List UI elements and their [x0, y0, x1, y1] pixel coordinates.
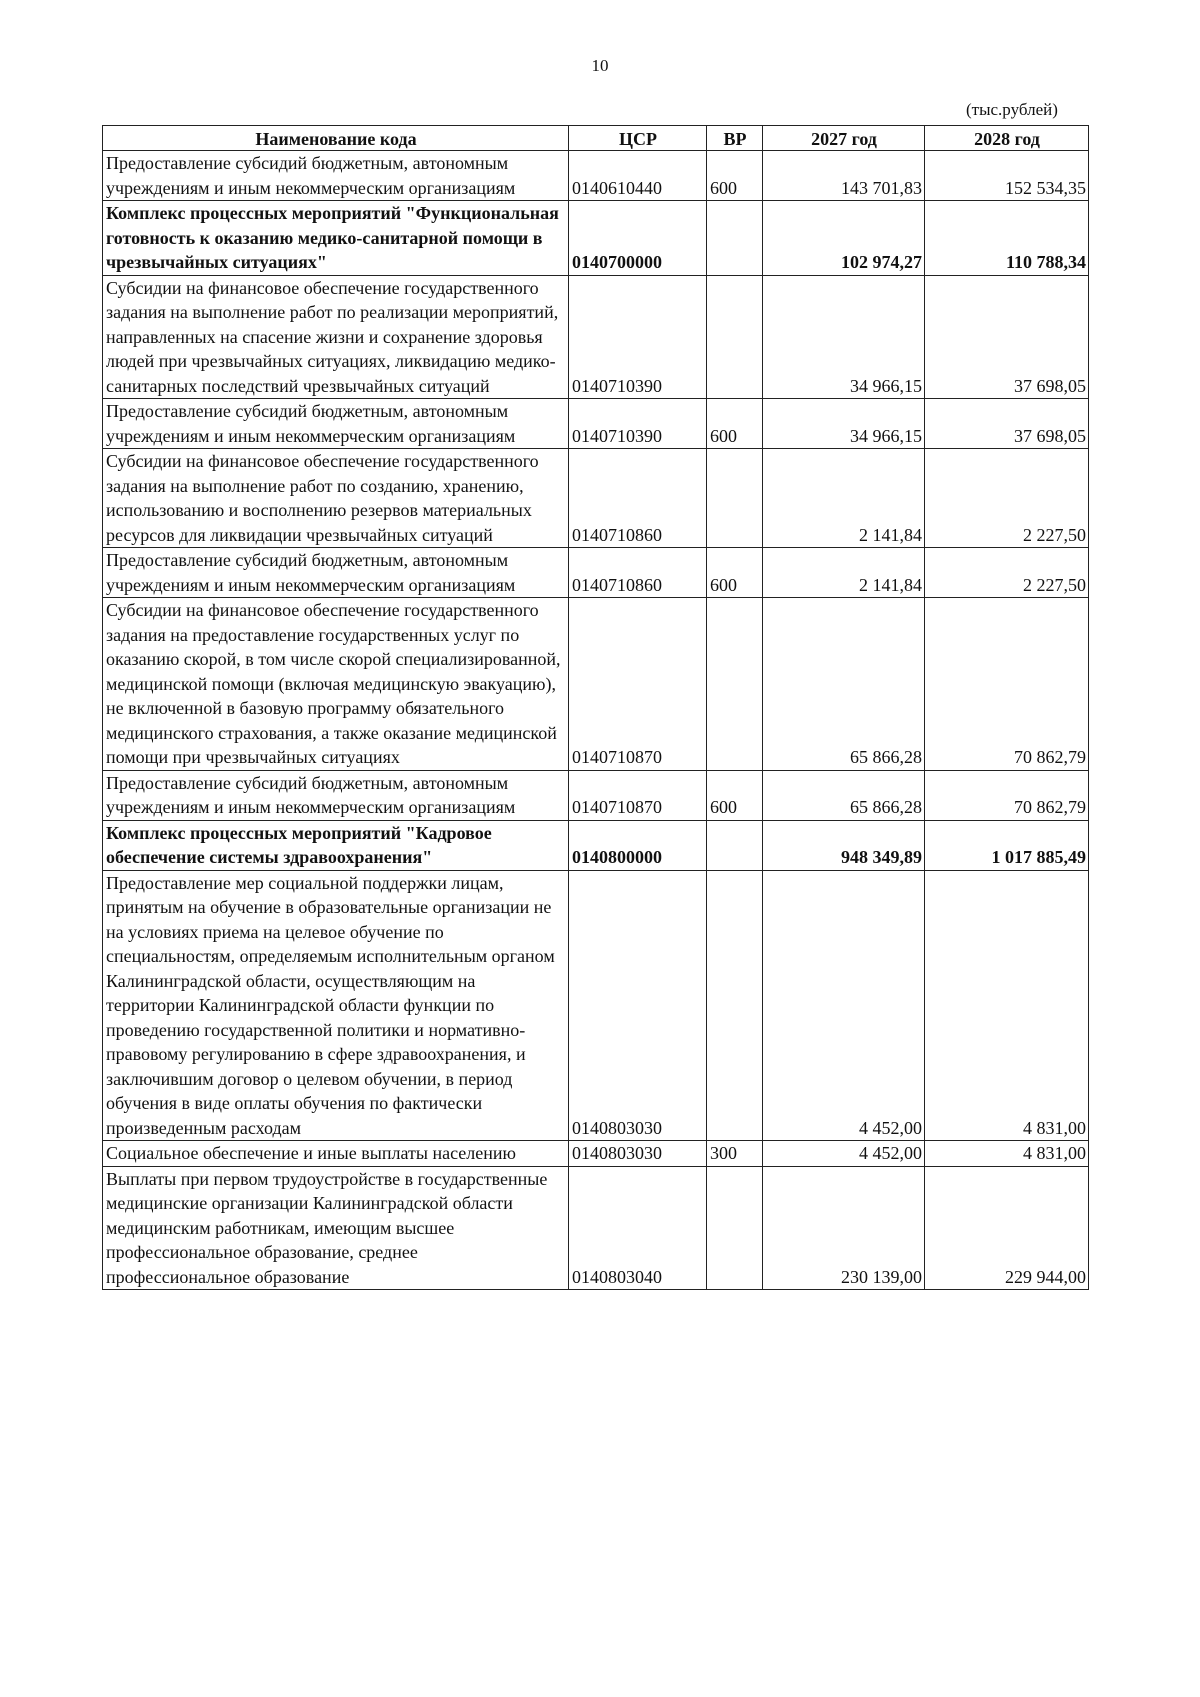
cell-2028: 1 017 885,49 — [925, 820, 1089, 870]
cell-name: Предоставление субсидий бюджетным, автономным учреждениям и иным некоммерческим организациям — [103, 399, 569, 449]
cell-2027: 2 141,84 — [763, 449, 925, 548]
cell-2028: 229 944,00 — [925, 1166, 1089, 1290]
cell-2028: 37 698,05 — [925, 399, 1089, 449]
header-name: Наименование кода — [103, 126, 569, 151]
cell-name: Предоставление субсидий бюджетным, автономным учреждениям и иным некоммерческим организациям — [103, 548, 569, 598]
cell-2028: 4 831,00 — [925, 1141, 1089, 1167]
table-row — [103, 449, 1089, 548]
cell-vr — [707, 275, 763, 399]
cell-2028: 152 534,35 — [925, 151, 1089, 201]
table-row — [103, 1166, 1089, 1290]
table-row — [103, 1141, 1089, 1167]
cell-vr: 600 — [707, 399, 763, 449]
cell-name: Предоставление субсидий бюджетным, автономным учреждениям и иным некоммерческим организациям — [103, 151, 569, 201]
table-header-row — [103, 126, 1089, 151]
cell-2027: 4 452,00 — [763, 870, 925, 1141]
header-2027: 2027 год — [763, 126, 925, 151]
cell-csr: 0140710870 — [569, 598, 707, 771]
cell-2027: 230 139,00 — [763, 1166, 925, 1290]
table-row — [103, 870, 1089, 1141]
cell-2028: 37 698,05 — [925, 275, 1089, 399]
table-body — [103, 151, 1089, 1290]
cell-name: Субсидии на финансовое обеспечение государственного задания на выполнение работ по созданию, хранению, использованию и восполнению резервов материальных ресурсов для ликвидации чрезвычайных ситуаций — [103, 449, 569, 548]
cell-vr: 600 — [707, 548, 763, 598]
cell-2028: 2 227,50 — [925, 548, 1089, 598]
cell-csr: 0140710860 — [569, 449, 707, 548]
cell-vr — [707, 1166, 763, 1290]
cell-vr — [707, 449, 763, 548]
table-row — [103, 548, 1089, 598]
cell-2027: 2 141,84 — [763, 548, 925, 598]
table-row — [103, 598, 1089, 771]
cell-vr — [707, 598, 763, 771]
cell-2028: 70 862,79 — [925, 770, 1089, 820]
cell-2027: 34 966,15 — [763, 399, 925, 449]
cell-name: Предоставление субсидий бюджетным, автономным учреждениям и иным некоммерческим организациям — [103, 770, 569, 820]
units-note: (тыс.рублей) — [966, 100, 1058, 119]
table-row — [103, 151, 1089, 201]
cell-csr: 0140710860 — [569, 548, 707, 598]
cell-2027: 143 701,83 — [763, 151, 925, 201]
table-row — [103, 399, 1089, 449]
cell-csr: 0140710870 — [569, 770, 707, 820]
cell-2027: 65 866,28 — [763, 598, 925, 771]
header-2028: 2028 год — [925, 126, 1089, 151]
cell-2028: 4 831,00 — [925, 870, 1089, 1141]
cell-vr: 600 — [707, 151, 763, 201]
cell-vr: 600 — [707, 770, 763, 820]
cell-name: Социальное обеспечение и иные выплаты населению — [103, 1141, 569, 1167]
header-vr: ВР — [707, 126, 763, 151]
cell-csr: 0140803030 — [569, 870, 707, 1141]
table-row — [103, 770, 1089, 820]
cell-2028: 2 227,50 — [925, 449, 1089, 548]
cell-name: Субсидии на финансовое обеспечение государственного задания на предоставление государственных услуг по оказанию скорой, в том числе скорой специализированной, медицинской помощи (включая медицинскую эвакуацию), не включенной в базовую программу обязательного медицинского страхования, а также оказание медицинской помощи при чрезвычайных ситуациях — [103, 598, 569, 771]
budget-table — [102, 125, 1089, 1290]
cell-name: Субсидии на финансовое обеспечение государственного задания на выполнение работ по реализации мероприятий, направленных на спасение жизни и сохранение здоровья людей при чрезвычайных ситуациях, ликвидацию медико-санитарных последствий чрезвычайных ситуаций — [103, 275, 569, 399]
cell-vr — [707, 870, 763, 1141]
cell-2028: 110 788,34 — [925, 201, 1089, 276]
cell-csr: 0140700000 — [569, 201, 707, 276]
cell-2027: 4 452,00 — [763, 1141, 925, 1167]
cell-vr — [707, 820, 763, 870]
table-row — [103, 820, 1089, 870]
cell-csr: 0140610440 — [569, 151, 707, 201]
cell-2027: 34 966,15 — [763, 275, 925, 399]
table-row — [103, 275, 1089, 399]
cell-2027: 65 866,28 — [763, 770, 925, 820]
cell-vr — [707, 201, 763, 276]
header-csr: ЦСР — [569, 126, 707, 151]
page-number: 10 — [591, 56, 609, 75]
table-row — [103, 201, 1089, 276]
cell-csr: 0140710390 — [569, 399, 707, 449]
cell-2028: 70 862,79 — [925, 598, 1089, 771]
cell-2027: 102 974,27 — [763, 201, 925, 276]
cell-vr: 300 — [707, 1141, 763, 1167]
cell-csr: 0140710390 — [569, 275, 707, 399]
cell-csr: 0140803030 — [569, 1141, 707, 1167]
cell-csr: 0140800000 — [569, 820, 707, 870]
cell-name: Комплекс процессных мероприятий "Функциональная готовность к оказанию медико-санитарной помощи в чрезвычайных ситуациях" — [103, 201, 569, 276]
cell-2027: 948 349,89 — [763, 820, 925, 870]
cell-name: Предоставление мер социальной поддержки лицам, принятым на обучение в образовательные организации не на условиях приема на целевое обучение по специальностям, определяемым исполнительным органом Калининградской области, осуществляющим на территории Калининградской области функции по проведению государственной политики и нормативно-правовому регулированию в сфере здравоохранения, и заключившим договор о целевом обучении, в период обучения в виде оплаты обучения по фактически произведенным расходам — [103, 870, 569, 1141]
cell-csr: 0140803040 — [569, 1166, 707, 1290]
cell-name: Комплекс процессных мероприятий "Кадровое обеспечение системы здравоохранения" — [103, 820, 569, 870]
cell-name: Выплаты при первом трудоустройстве в государственные медицинские организации Калининградской области медицинским работникам, имеющим высшее профессиональное образование, среднее профессиональное образование — [103, 1166, 569, 1290]
